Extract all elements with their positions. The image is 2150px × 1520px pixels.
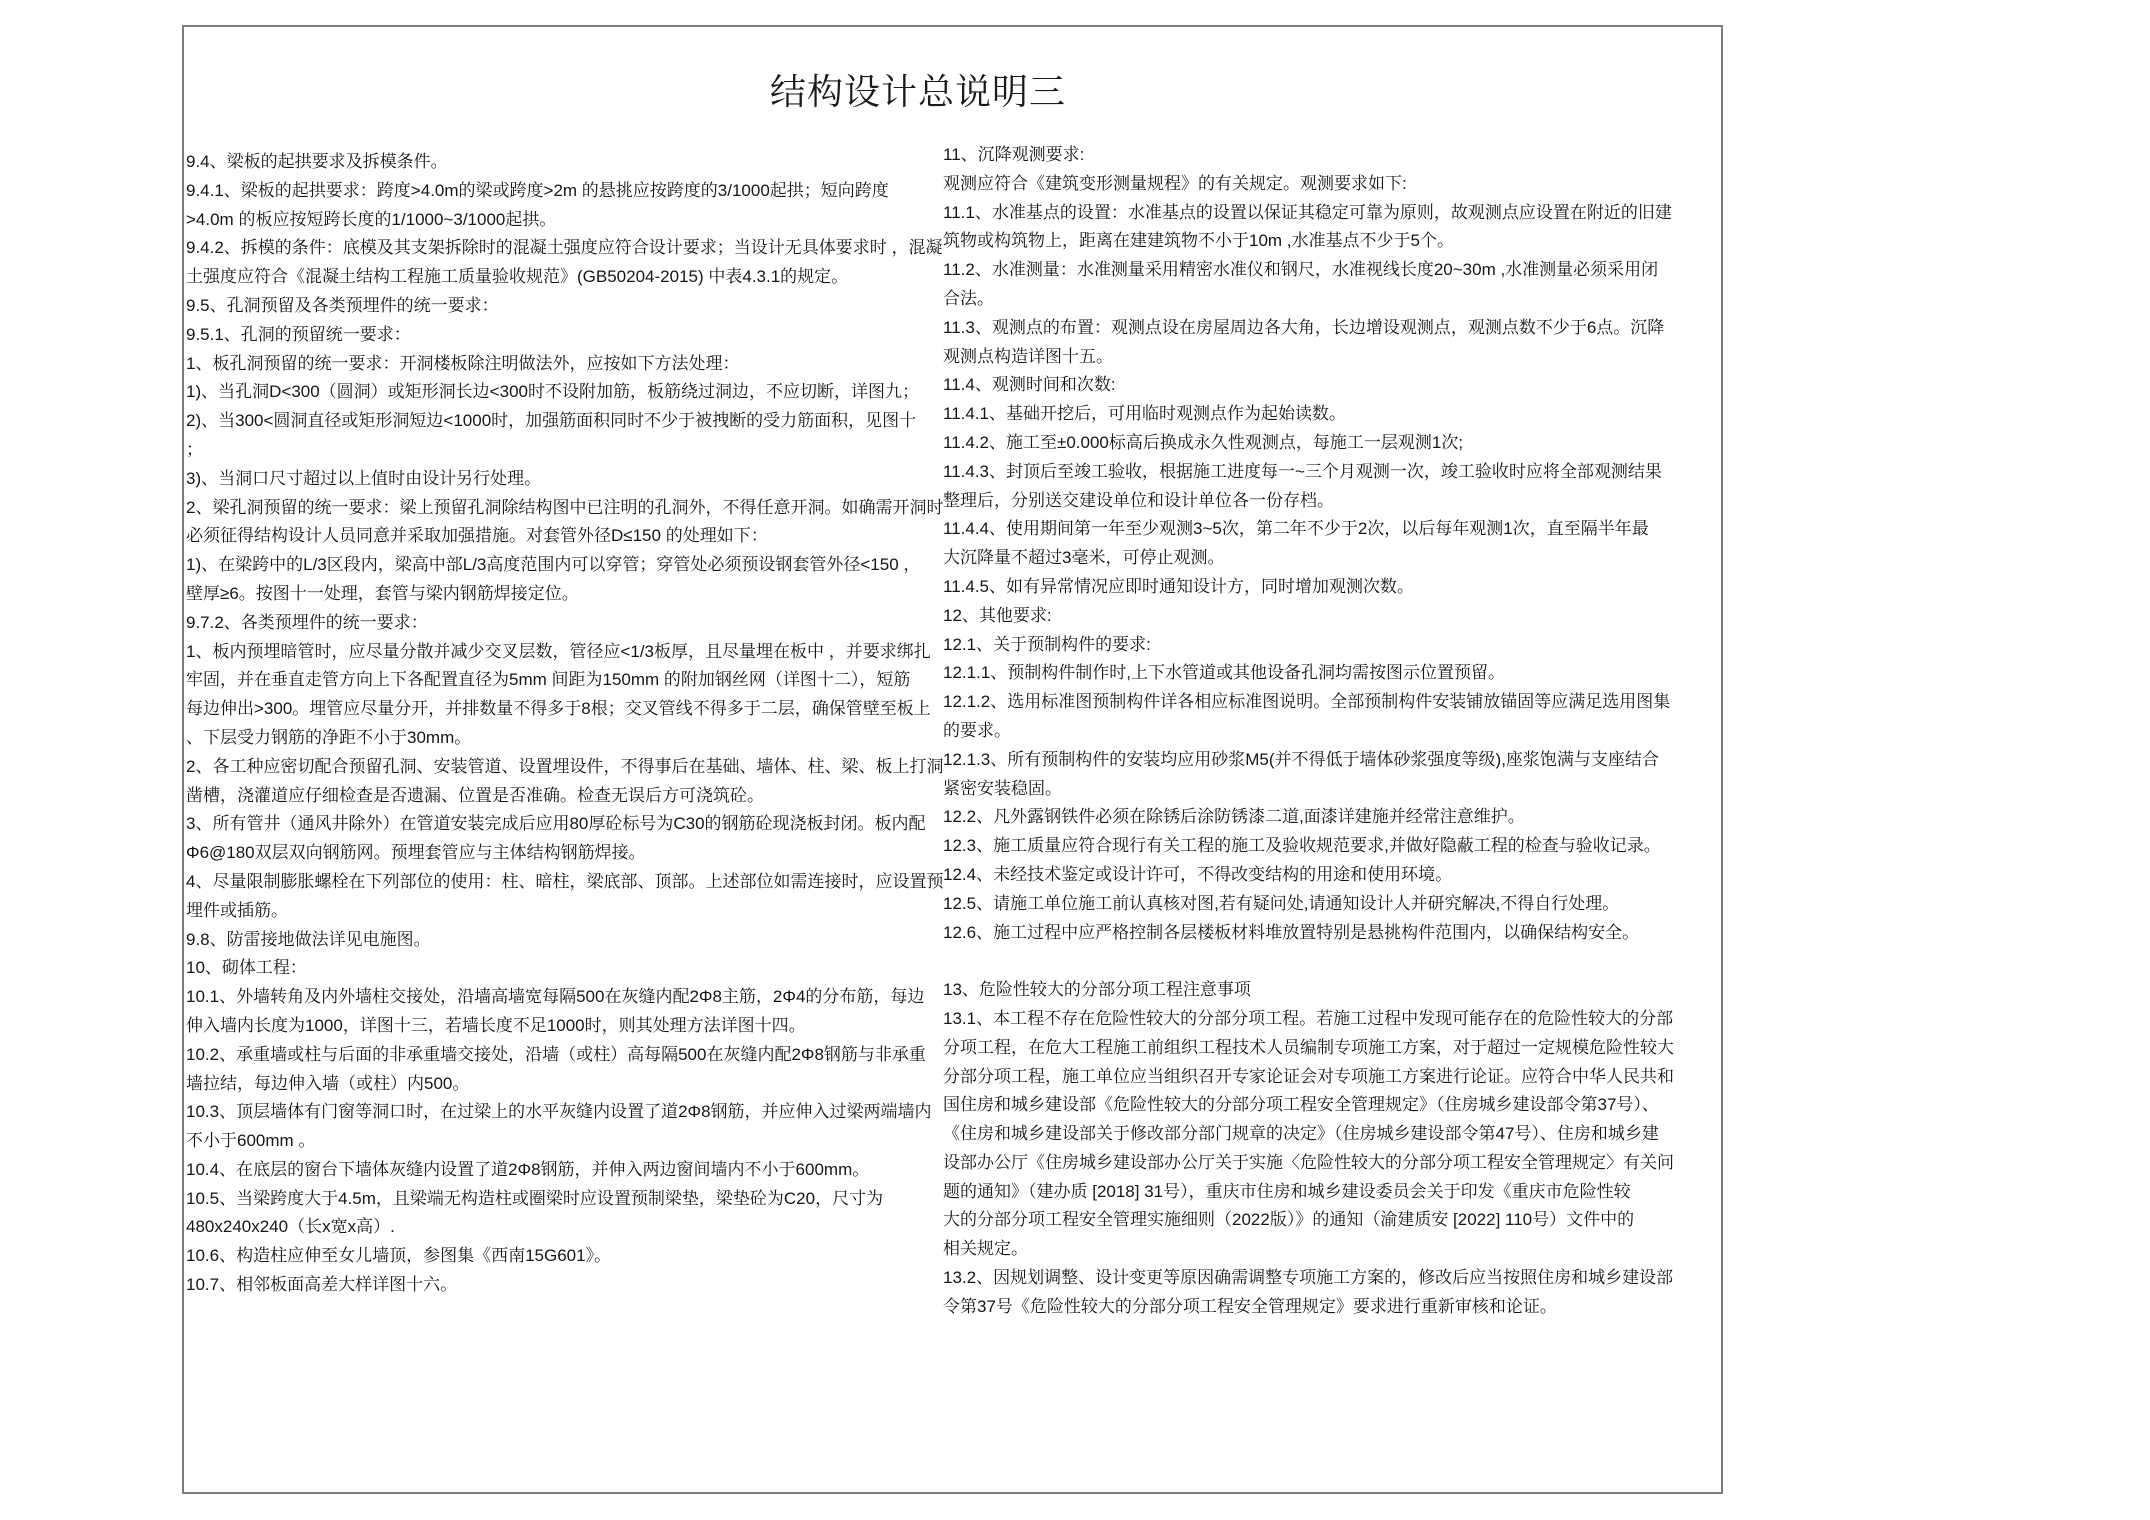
text-line: 11.4.5、如有异常情况应即时通知设计方，同时增加观测次数。 <box>943 576 1415 596</box>
text-line: 必须征得结构设计人员同意并采取加强措施。对套管外径D≤150 的处理如下： <box>186 526 768 546</box>
text-line: 1)、在梁跨中的L/3区段内，梁高中部L/3高度范围内可以穿管；穿管处必须预设钢套管外径<150 ， <box>186 555 921 575</box>
text-line: 合法。 <box>943 288 994 308</box>
text-line: 不小于600mm 。 <box>186 1131 316 1151</box>
text-line: 国住房和城乡建设部《危险性较大的分部分项工程安全管理规定》（住房城乡建设部令第37号）、 <box>943 1095 1659 1115</box>
text-line: >4.0m 的板应按短跨长度的1/1000~3/1000起拱。 <box>186 209 557 229</box>
text-line: 筑物或构筑物上，距离在建建筑物不小于10m ,水准基点不少于5个。 <box>943 231 1454 251</box>
text-line: 9.4、梁板的起拱要求及拆模条件。 <box>186 152 448 171</box>
text-line: 13.2、因规划调整、设计变更等原因确需调整专项施工方案的，修改后应当按照住房和城乡建设部 <box>943 1268 1674 1288</box>
text-line: 11.4、观测时间和次数: <box>943 375 1116 395</box>
text-line: 12.1.2、选用标准图预制构件详各相应标准图说明。全部预制构件安装铺放锚固等应满足选用图集 <box>943 692 1671 712</box>
text-line: 12.3、施工质量应符合现行有关工程的施工及验收规范要求,并做好隐蔽工程的检查与验收记录。 <box>943 836 1661 856</box>
text-line: 10.3、顶层墙体有门窗等洞口时，在过梁上的水平灰缝内设置了道2Φ8钢筋，并应伸入过梁两端墙内 <box>186 1102 932 1122</box>
text-line: 9.5、孔洞预留及各类预埋件的统一要求： <box>186 295 499 315</box>
text-line: 12.4、未经技术鉴定或设计许可，不得改变结构的用途和使用环境。 <box>943 864 1453 884</box>
text-line: 大沉降量不超过3毫米，可停止观测。 <box>943 548 1225 568</box>
text-line: 、下层受力钢筋的净距不小于30mm。 <box>186 727 472 747</box>
text-line: 紧密安装稳固。 <box>943 778 1062 798</box>
text-line: 10.1、外墙转角及内外墙柱交接处，沿墙高墙宽每隔500在灰缝内配2Φ8主筋，2Φ4的分布筋，每边 <box>186 987 925 1007</box>
text-line: 观测应符合《建筑变形测量规程》的有关规定。观测要求如下: <box>943 173 1407 193</box>
text-line: 每边伸出>300。埋管应尽量分开，并排数量不得多于8根；交叉管线不得多于二层，确保管壁至板上 <box>186 699 931 719</box>
text-line: 11.4.1、基础开挖后，可用临时观测点作为起始读数。 <box>943 404 1347 424</box>
text-line: 壁厚≥6。按图十一处理，套管与梁内钢筋焊接定位。 <box>186 583 579 603</box>
text-line: 牢固，并在垂直走管方向上下各配置直径为5mm 间距为150mm 的附加钢丝网（详图十二），短筋 <box>186 670 911 690</box>
text-line: 9.4.1、梁板的起拱要求：跨度>4.0m的梁或跨度>2m 的悬挑应按跨度的3/1000起拱；短向跨度 <box>186 180 889 200</box>
text-line: 11.2、水准测量：水准测量采用精密水准仪和钢尺，水准视线长度20~30m ,水准测量必须采用闭 <box>943 260 1659 280</box>
notes-column-left <box>186 148 946 1300</box>
text-line: 整理后，分别送交建设单位和设计单位各一份存档。 <box>943 490 1334 510</box>
text-line: 1、板孔洞预留的统一要求：开洞楼板除注明做法外，应按如下方法处理： <box>186 353 740 373</box>
text-line: 10.4、在底层的窗台下墙体灰缝内设置了道2Φ8钢筋，并伸入两边窗间墙内不小于600mm。 <box>186 1159 870 1179</box>
text-line: 12.6、施工过程中应严格控制各层楼板材料堆放置特别是悬挑构件范围内，以确保结构安全。 <box>943 922 1640 942</box>
text-line: 的要求。 <box>943 720 1011 740</box>
text-line: 土强度应符合《混凝土结构工程施工质量验收规范》(GB50204-2015) 中表4.3.1的规定。 <box>186 267 849 287</box>
text-line: 12.1、关于预制构件的要求: <box>943 634 1151 654</box>
text-line: 墙拉结，每边伸入墙（或柱）内500。 <box>186 1073 470 1093</box>
text-line: 观测点构造详图十五。 <box>943 346 1113 366</box>
text-line: 3、所有管井（通风井除外）在管道安装完成后应用80厚砼标号为C30的钢筋砼现浇板封闭。板内配 <box>186 814 926 834</box>
text-line: 10、砌体工程： <box>186 958 307 978</box>
text-line: 13、危险性较大的分部分项工程注意事项 <box>943 980 1251 1000</box>
text-line: 11、沉降观测要求: <box>943 145 1085 164</box>
text-line: 9.8、防雷接地做法详见电施图。 <box>186 929 431 949</box>
text-line: 12.1.3、所有预制构件的安装均应用砂浆M5(并不得低于墙体砂浆强度等级),座浆饱满与支座结合 <box>943 749 1659 769</box>
text-line: 12、其他要求: <box>943 605 1052 625</box>
text-line: 《住房和城乡建设部关于修改部分部门规章的决定》（住房城乡建设部令第47号）、住房和城乡建 <box>943 1124 1659 1144</box>
text-line: 12.2、凡外露钢铁件必须在除锈后涂防锈漆二道,面漆详建施并经常注意维护。 <box>943 807 1525 827</box>
text-line: 11.4.3、封顶后至竣工验收，根据施工进度每一~三个月观测一次，竣工验收时应将全部观测结果 <box>943 461 1662 481</box>
text-line: 11.4.2、施工至±0.000标高后换成永久性观测点，每施工一层观测1次; <box>943 432 1464 452</box>
text-line: 9.4.2、拆模的条件：底模及其支架拆除时的混凝土强度应符合设计要求；当设计无具体要求时 ，混凝 <box>186 238 943 258</box>
text-line <box>943 947 1675 976</box>
sheet-title: 结构设计总说明三 <box>770 71 1067 112</box>
text-line: 分项工程，在危大工程施工前组织工程技术人员编制专项施工方案，对于超过一定规模危险性较大 <box>943 1037 1674 1057</box>
text-line: 题的通知》（建办质 [2018] 31号），重庆市住房和城乡建设委员会关于印发《重庆市危险性较 <box>943 1181 1631 1201</box>
text-line: 9.7.2、各类预埋件的统一要求： <box>186 612 428 632</box>
text-line: 9.5.1、孔洞的预留统一要求： <box>186 324 411 344</box>
text-line: 10.2、承重墙或柱与后面的非承重墙交接处，沿墙（或柱）高每隔500在灰缝内配2Φ8钢筋与非承重 <box>186 1044 926 1064</box>
text-line: 相关规定。 <box>943 1239 1028 1259</box>
text-line: 12.5、请施工单位施工前认真核对图,若有疑问处,请通知设计人并研究解决,不得自行处理。 <box>943 893 1620 913</box>
text-line: 埋件或插筋。 <box>186 900 288 920</box>
text-line: Φ6@180双层双向钢筋网。预埋套管应与主体结构钢筋焊接。 <box>186 843 646 863</box>
text-line: 13.1、本工程不存在危险性较大的分部分项工程。若施工过程中发现可能存在的危险性较大的分部 <box>943 1008 1674 1028</box>
text-line: 令第37号《危险性较大的分部分项工程安全管理规定》要求进行重新审核和论证。 <box>943 1296 1557 1316</box>
text-line: 1、板内预埋暗管时，应尽量分散并减少交叉层数，管径应<1/3板厚，且尽量埋在板中 ，并要求绑扎 <box>186 641 931 661</box>
text-line: 12.1.1、预制构件制作时,上下水管道或其他设备孔洞均需按图示位置预留。 <box>943 663 1505 683</box>
text-line: 10.6、构造柱应伸至女儿墙顶，参图集《西南15G601》。 <box>186 1246 612 1266</box>
text-line: 伸入墙内长度为1000，详图十三，若墙长度不足1000时，则其处理方法详图十四。 <box>186 1015 806 1035</box>
text-line: 2、梁孔洞预留的统一要求：梁上预留孔洞除结构图中已注明的孔洞外，不得任意开洞。如确需开洞时 <box>186 497 944 517</box>
text-line: 2)、当300<圆洞直径或矩形洞短边<1000时，加强筋面积同时不少于被拽断的受力筋面积，见图十 <box>186 411 917 431</box>
text-line: 4、尽量限制膨胀螺栓在下列部位的使用：柱、暗柱，梁底部、顶部。上述部位如需连接时，应设置预 <box>186 871 944 891</box>
text-line: 480x240x240（长x宽x高）. <box>186 1217 395 1237</box>
text-line: ； <box>186 439 203 459</box>
text-line: 1)、当孔洞D<300（圆洞）或矩形洞长边<300时不设附加筋，板筋绕过洞边，不应切断，详图九； <box>186 382 919 402</box>
text-line: 大的分部分项工程安全管理实施细则（2022版）》的通知（渝建质安 [2022] 110号）文件中的 <box>943 1210 1635 1230</box>
text-line: 11.4.4、使用期间第一年至少观测3~5次，第二年不少于2次，以后每年观测1次，直至隔半年最 <box>943 519 1649 539</box>
text-line: 分部分项工程，施工单位应当组织召开专家论证会对专项施工方案进行论证。应符合中华人民共和 <box>943 1066 1674 1086</box>
text-line: 设部办公厅《住房城乡建设部办公厅关于实施〈危险性较大的分部分项工程安全管理规定〉有关问 <box>943 1152 1674 1172</box>
text-line: 凿槽，浇灌道应仔细检查是否遗漏、位置是否准确。检查无误后方可浇筑砼。 <box>186 785 764 805</box>
text-line: 2、各工种应密切配合预留孔洞、安装管道、设置埋设件，不得事后在基础、墙体、柱、梁、板上打洞 <box>186 756 944 776</box>
text-line: 11.1、水准基点的设置：水准基点的设置以保证其稳定可靠为原则，故观测点应设置在附近的旧建 <box>943 202 1672 222</box>
text-line: 3)、当洞口尺寸超过以上值时由设计另行处理。 <box>186 468 542 488</box>
text-line: 10.5、当梁跨度大于4.5m，且梁端无构造柱或圈梁时应设置预制梁垫，梁垫砼为C20，尺寸为 <box>186 1188 884 1208</box>
text-line: 10.7、相邻板面高差大样详图十六。 <box>186 1275 458 1295</box>
notes-column-right <box>943 141 1675 1322</box>
text-line: 11.3、观测点的布置：观测点设在房屋周边各大角，长边增设观测点，观测点数不少于6点。沉降 <box>943 317 1665 337</box>
